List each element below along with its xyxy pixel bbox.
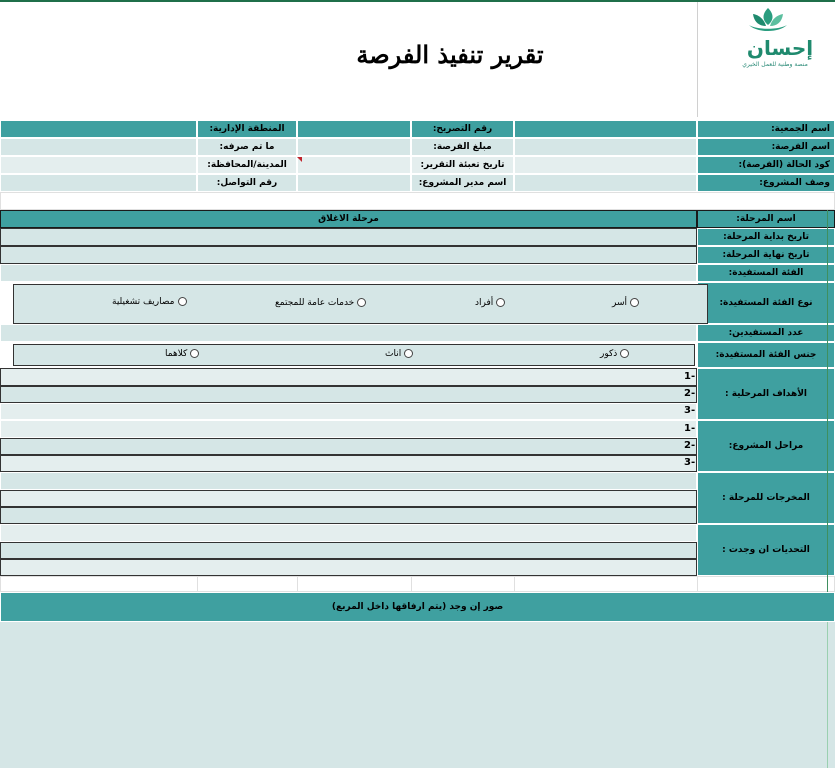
challenge-row[interactable]	[0, 524, 697, 542]
radio-button-icon[interactable]	[357, 298, 366, 307]
top-border	[0, 0, 835, 2]
challenge-row[interactable]	[0, 559, 697, 576]
label-association-name: اسم الجمعية:	[697, 120, 835, 138]
label-case-code: كود الحالة (الفرصة):	[697, 156, 835, 174]
phase-number: 3-	[684, 457, 696, 468]
output-row[interactable]	[0, 490, 697, 507]
value-spent-amount[interactable]	[0, 138, 197, 156]
value-opportunity-name[interactable]	[514, 138, 697, 156]
label-challenges: التحديات ان وجدت :	[697, 524, 835, 576]
label-stage-goals: الأهداف المرحلية :	[697, 368, 835, 420]
goal-number: 3-	[684, 405, 696, 416]
radio-button-icon[interactable]	[190, 349, 199, 358]
radio-button-icon[interactable]	[178, 297, 187, 306]
value-case-code[interactable]	[514, 156, 697, 174]
spacer-row	[0, 576, 835, 592]
logo-name: إحسان	[746, 36, 814, 60]
goal-number: 2-	[684, 388, 696, 399]
label-city: المدينة/المحافظة:	[197, 156, 297, 174]
phase-number: 1-	[684, 423, 696, 434]
goal-row[interactable]	[0, 403, 697, 420]
label-project-description: وصف المشروع:	[697, 174, 835, 192]
label-report-date: تاريخ تعبئة التقرير:	[411, 156, 514, 174]
output-row[interactable]	[0, 507, 697, 524]
value-beneficiary-category[interactable]	[0, 264, 697, 282]
value-admin-region[interactable]	[0, 120, 197, 138]
logo-separator	[697, 2, 698, 117]
option-individuals[interactable]: أفراد	[475, 298, 505, 308]
ehsan-logo-icon	[745, 6, 791, 36]
label-stage-end: تاريخ نهاية المرحلة:	[697, 246, 835, 264]
label-spent-amount: ما تم صرفه:	[197, 138, 297, 156]
label-project-manager: اسم مدير المشروع:	[411, 174, 514, 192]
label-stage-outputs: المخرجات للمرحلة :	[697, 472, 835, 524]
label-beneficiary-count: عدد المستفيدين:	[697, 324, 835, 342]
label-project-phases: مراحل المشروع:	[697, 420, 835, 472]
value-stage-name[interactable]: مرحلة الاغلاق	[0, 210, 697, 228]
radio-button-icon[interactable]	[404, 349, 413, 358]
label-stage-start: تاريخ بداية المرحلة:	[697, 228, 835, 246]
phase-row[interactable]	[0, 420, 697, 438]
phase-number: 2-	[684, 440, 696, 451]
value-opportunity-amount[interactable]	[297, 138, 411, 156]
goal-row[interactable]	[0, 368, 697, 386]
option-female[interactable]: اناث	[385, 349, 413, 359]
logo-tagline: منصة وطنية للعمل الخيري	[742, 61, 808, 68]
grid-line	[197, 576, 198, 592]
option-operating-expenses[interactable]: مصاريف تشغيلية	[112, 297, 187, 307]
label-opportunity-amount: مبلغ الفرصة:	[411, 138, 514, 156]
value-project-manager[interactable]	[297, 174, 411, 192]
value-association-name[interactable]	[514, 120, 697, 138]
spacer-row	[0, 192, 835, 210]
challenge-row[interactable]	[0, 542, 697, 559]
goal-row[interactable]	[0, 386, 697, 403]
grid-line	[297, 576, 298, 592]
photos-area[interactable]	[0, 622, 835, 768]
value-stage-end[interactable]	[0, 246, 697, 264]
radio-button-icon[interactable]	[496, 298, 505, 307]
grid-line	[514, 576, 515, 592]
value-project-description[interactable]	[514, 174, 697, 192]
label-permit-number: رقم التصريح:	[411, 120, 514, 138]
label-stage-name: اسم المرحلة:	[697, 210, 835, 228]
option-families[interactable]: أسر	[612, 298, 639, 308]
radio-button-icon[interactable]	[620, 349, 629, 358]
page-title: تقرير تنفيذ الفرصة	[356, 40, 544, 69]
comment-marker-icon	[297, 157, 302, 162]
value-report-date[interactable]	[297, 156, 411, 174]
label-beneficiary-category: الفئة المستفيدة:	[697, 264, 835, 282]
label-beneficiary-type: نوع الفئة المستفيدة:	[697, 282, 835, 324]
gender-group	[13, 344, 695, 366]
value-contact-number[interactable]	[0, 174, 197, 192]
phase-row[interactable]	[0, 455, 697, 472]
option-public-services[interactable]: خدمات عامة للمجتمع	[275, 298, 366, 308]
value-permit-number[interactable]	[297, 120, 411, 138]
option-both[interactable]: كلاهما	[165, 349, 199, 359]
grid-line	[411, 576, 412, 592]
label-admin-region: المنطقة الإدارية:	[197, 120, 297, 138]
radio-button-icon[interactable]	[630, 298, 639, 307]
value-stage-start[interactable]	[0, 228, 697, 246]
goal-number: 1-	[684, 371, 696, 382]
label-beneficiary-gender: جنس الفئة المستفيدة:	[697, 342, 835, 368]
output-row[interactable]	[0, 472, 697, 490]
value-beneficiary-count[interactable]	[0, 324, 697, 342]
photos-header: صور إن وجد (يتم ارفاقها داخل المربع)	[0, 592, 835, 622]
label-opportunity-name: اسم الفرصة:	[697, 138, 835, 156]
value-city[interactable]	[0, 156, 197, 174]
option-male[interactable]: ذكور	[600, 349, 629, 359]
grid-line	[827, 622, 828, 768]
phase-row[interactable]	[0, 438, 697, 455]
grid-line	[697, 576, 698, 592]
label-contact-number: رقم التواصل:	[197, 174, 297, 192]
grid-line	[827, 210, 828, 592]
